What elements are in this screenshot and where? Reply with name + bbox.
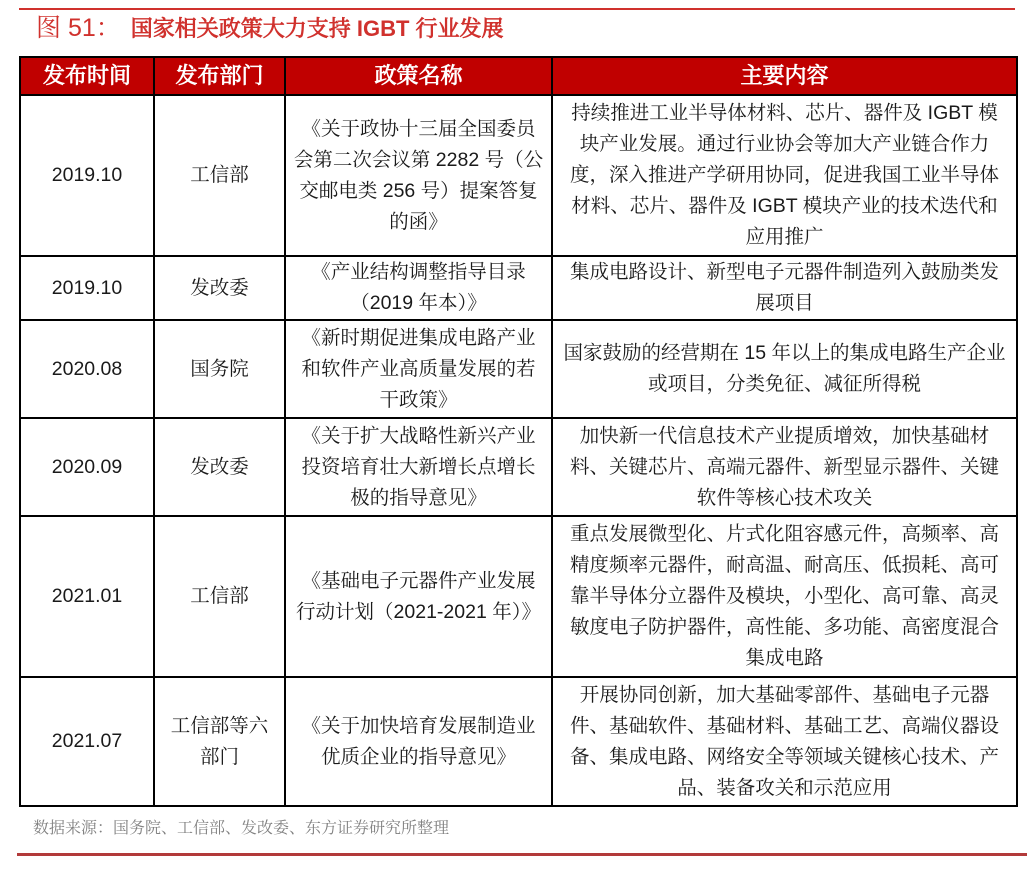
cell-policy-name: 《关于加快培育发展制造业优质企业的指导意见》 [285,677,552,806]
table-row [20,95,1017,256]
header-policy-name: 政策名称 [285,57,552,95]
figure-title [36,12,504,44]
cell-date: 2021.01 [20,516,154,677]
header-release-date: 发布时间 [20,57,154,95]
cell-date: 2020.08 [20,320,154,418]
table-header-row [20,57,1017,95]
cell-content: 重点发展微型化、片式化阻容感元件，高频率、高精度频率元器件，耐高温、耐高压、低损耗、高可靠半导体分立器件及模块，小型化、高可靠、高灵敏度电子防护器件，高性能、多功能、高密度混合集成电路 [552,516,1017,677]
top-divider [19,8,1015,10]
table-row [20,320,1017,418]
bottom-divider [17,853,1027,856]
table-row [20,677,1017,806]
cell-policy-name: 《产业结构调整指导目录（2019 年本）》 [285,256,552,320]
header-main-content: 主要内容 [552,57,1017,95]
figure-label: 图 51： [36,14,121,42]
cell-department: 工信部等六部门 [154,677,285,806]
cell-policy-name: 《关于政协十三届全国委员会第二次会议第 2282 号（公交邮电类 256 号）提案答复的函》 [285,95,552,256]
cell-date: 2019.10 [20,256,154,320]
cell-content: 加快新一代信息技术产业提质增效，加快基础材料、关键芯片、高端元器件、新型显示器件、关键软件等核心技术攻关 [552,418,1017,516]
policy-table [19,56,1018,807]
data-source-note: 数据来源：国务院、工信部、发改委、东方证券研究所整理 [33,820,450,837]
cell-department: 工信部 [154,95,285,256]
cell-policy-name: 《关于扩大战略性新兴产业投资培育壮大新增长点增长极的指导意见》 [285,418,552,516]
cell-content: 集成电路设计、新型电子元器件制造列入鼓励类发展项目 [552,256,1017,320]
cell-department: 发改委 [154,256,285,320]
figure-title-text: 国家相关政策大力支持 IGBT 行业发展 [130,16,504,41]
cell-policy-name: 《基础电子元器件产业发展行动计划（2021-2021 年）》 [285,516,552,677]
cell-date: 2021.07 [20,677,154,806]
cell-content: 开展协同创新，加大基础零部件、基础电子元器件、基础软件、基础材料、基础工艺、高端仪器设备、集成电路、网络安全等领域关键核心技术、产品、装备攻关和示范应用 [552,677,1017,806]
cell-department: 国务院 [154,320,285,418]
cell-department: 工信部 [154,516,285,677]
cell-policy-name: 《新时期促进集成电路产业和软件产业高质量发展的若干政策》 [285,320,552,418]
table-row [20,256,1017,320]
cell-content: 国家鼓励的经营期在 15 年以上的集成电路生产企业或项目，分类免征、减征所得税 [552,320,1017,418]
header-department: 发布部门 [154,57,285,95]
cell-content: 持续推进工业半导体材料、芯片、器件及 IGBT 模块产业发展。通过行业协会等加大产业链合作力度，深入推进产学研用协同，促进我国工业半导体材料、芯片、器件及 IGBT 模块产业的技术迭代和应用推广 [552,95,1017,256]
table-row [20,418,1017,516]
cell-date: 2020.09 [20,418,154,516]
cell-date: 2019.10 [20,95,154,256]
table-row [20,516,1017,677]
cell-department: 发改委 [154,418,285,516]
